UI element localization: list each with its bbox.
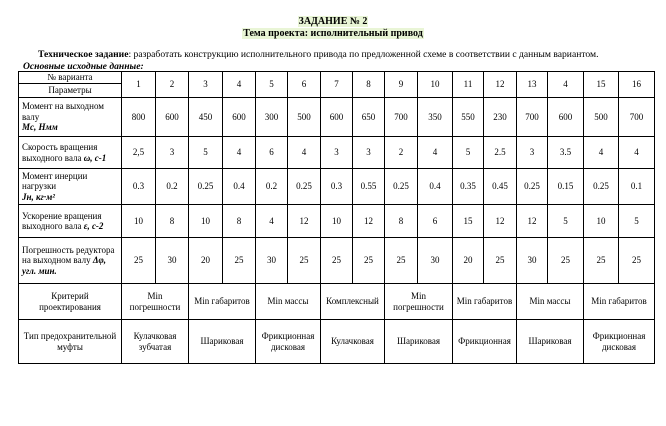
- variant-number: 3: [189, 72, 223, 98]
- value-cell: 3.5: [548, 137, 584, 169]
- param-name: Критерий проектирования: [19, 284, 122, 320]
- value-cell: 30: [418, 238, 453, 284]
- variant-number: 16: [619, 72, 655, 98]
- value-cell: 0.3: [122, 169, 156, 205]
- value-cell: 6: [418, 205, 453, 238]
- value-cell: 25: [288, 238, 321, 284]
- row-output-speed: [19, 137, 655, 169]
- value-cell: 0.25: [584, 169, 619, 205]
- value-cell: 10: [321, 205, 353, 238]
- value-cell: 30: [256, 238, 288, 284]
- value-cell: 0.3: [321, 169, 353, 205]
- value-cell: 2: [385, 137, 418, 169]
- param-name: Момент на выходном валу Mс, Нмм: [19, 98, 122, 137]
- value-cell: 25: [584, 238, 619, 284]
- param-name: Погрешность редуктора на выходном валу Δφ, угл. мин.: [19, 238, 122, 284]
- value-cell: 25: [223, 238, 256, 284]
- coupling-cell: Шариковая: [517, 320, 584, 364]
- value-cell: 10: [122, 205, 156, 238]
- coupling-cell: Фрикционная дисковая: [256, 320, 321, 364]
- criteria-cell: Min погрешности: [385, 284, 453, 320]
- variant-label: № варианта: [19, 72, 122, 84]
- variant-number: 6: [288, 72, 321, 98]
- row-inertia: [19, 169, 655, 205]
- value-cell: 6: [256, 137, 288, 169]
- value-cell: 25: [619, 238, 655, 284]
- value-cell: 0.45: [484, 169, 517, 205]
- value-cell: 4: [288, 137, 321, 169]
- value-cell: 0.25: [517, 169, 548, 205]
- variant-number: 10: [418, 72, 453, 98]
- param-name: Тип предохранительной муфты: [19, 320, 122, 364]
- criteria-cell: Min погрешности: [122, 284, 189, 320]
- value-cell: 600: [321, 98, 353, 137]
- value-cell: 30: [156, 238, 189, 284]
- value-cell: 500: [288, 98, 321, 137]
- criteria-cell: Комплексный: [321, 284, 385, 320]
- row-coupling-type: [19, 320, 655, 364]
- project-topic: Тема проекта: исполнительный привод: [243, 28, 423, 39]
- coupling-cell: Кулачковая: [321, 320, 385, 364]
- value-cell: 25: [353, 238, 385, 284]
- value-cell: 8: [385, 205, 418, 238]
- value-cell: 0.2: [256, 169, 288, 205]
- coupling-cell: Шариковая: [385, 320, 453, 364]
- criteria-cell: Min габаритов: [189, 284, 256, 320]
- row-design-criteria: [19, 284, 655, 320]
- variant-number: 11: [453, 72, 484, 98]
- coupling-cell: Шариковая: [189, 320, 256, 364]
- value-cell: 4: [619, 137, 655, 169]
- value-cell: 3: [517, 137, 548, 169]
- value-cell: 2.5: [484, 137, 517, 169]
- variant-number: 7: [321, 72, 353, 98]
- value-cell: 5: [619, 205, 655, 238]
- value-cell: 25: [548, 238, 584, 284]
- section-subtitle: Основные исходные данные:: [23, 61, 144, 72]
- value-cell: 550: [453, 98, 484, 137]
- param-name: Скорость вращения выходного вала ω, с-1: [19, 137, 122, 169]
- value-cell: 0.55: [353, 169, 385, 205]
- variant-number: 2: [156, 72, 189, 98]
- value-cell: 230: [484, 98, 517, 137]
- params-label: Параметры: [19, 84, 122, 98]
- value-cell: 450: [189, 98, 223, 137]
- value-cell: 0.15: [548, 169, 584, 205]
- value-cell: 12: [353, 205, 385, 238]
- variants-table: [18, 71, 655, 364]
- variant-number: 4: [223, 72, 256, 98]
- value-cell: 800: [122, 98, 156, 137]
- tech-spec-text: Техническое задание: разработать конструкцию исполнительного привода по предложенной схеме в соответствии с данным вариантом.: [38, 49, 599, 60]
- value-cell: 500: [584, 98, 619, 137]
- value-cell: 8: [223, 205, 256, 238]
- value-cell: 0.25: [189, 169, 223, 205]
- value-cell: 0.25: [385, 169, 418, 205]
- value-cell: 20: [453, 238, 484, 284]
- task-title: ЗАДАНИЕ № 2: [298, 16, 368, 27]
- value-cell: 3: [321, 137, 353, 169]
- value-cell: 0.1: [619, 169, 655, 205]
- value-cell: 700: [385, 98, 418, 137]
- value-cell: 5: [548, 205, 584, 238]
- value-cell: 10: [584, 205, 619, 238]
- row-gear-error: [19, 238, 655, 284]
- param-name: Ускорение вращения выходного вала ε, с-2: [19, 205, 122, 238]
- value-cell: 600: [223, 98, 256, 137]
- value-cell: 3: [156, 137, 189, 169]
- value-cell: 12: [288, 205, 321, 238]
- value-cell: 25: [484, 238, 517, 284]
- variant-number: 8: [353, 72, 385, 98]
- value-cell: 700: [619, 98, 655, 137]
- criteria-cell: Min габаритов: [584, 284, 655, 320]
- variant-number: 5: [256, 72, 288, 98]
- param-name: Момент инерции нагрузки Jн, кг·м²: [19, 169, 122, 205]
- value-cell: 5: [453, 137, 484, 169]
- variant-number: 1: [122, 72, 156, 98]
- row-output-torque: [19, 98, 655, 137]
- variant-number: 15: [584, 72, 619, 98]
- value-cell: 0.4: [223, 169, 256, 205]
- value-cell: 30: [517, 238, 548, 284]
- value-cell: 25: [321, 238, 353, 284]
- value-cell: 8: [156, 205, 189, 238]
- value-cell: 0.4: [418, 169, 453, 205]
- value-cell: 4: [418, 137, 453, 169]
- value-cell: 0.35: [453, 169, 484, 205]
- coupling-cell: Кулачковая зубчатая: [122, 320, 189, 364]
- variant-number: 13: [517, 72, 548, 98]
- value-cell: 0.2: [156, 169, 189, 205]
- value-cell: 2,5: [122, 137, 156, 169]
- value-cell: 350: [418, 98, 453, 137]
- value-cell: 600: [156, 98, 189, 137]
- value-cell: 700: [517, 98, 548, 137]
- value-cell: 20: [189, 238, 223, 284]
- value-cell: 3: [353, 137, 385, 169]
- value-cell: 600: [548, 98, 584, 137]
- value-cell: 12: [517, 205, 548, 238]
- variant-number: 4: [548, 72, 584, 98]
- value-cell: 300: [256, 98, 288, 137]
- value-cell: 4: [584, 137, 619, 169]
- value-cell: 0.25: [288, 169, 321, 205]
- value-cell: 4: [256, 205, 288, 238]
- value-cell: 4: [223, 137, 256, 169]
- criteria-cell: Min массы: [256, 284, 321, 320]
- value-cell: 15: [453, 205, 484, 238]
- value-cell: 12: [484, 205, 517, 238]
- value-cell: 25: [122, 238, 156, 284]
- value-cell: 650: [353, 98, 385, 137]
- criteria-cell: Min массы: [517, 284, 584, 320]
- variant-number: 12: [484, 72, 517, 98]
- variant-number: 9: [385, 72, 418, 98]
- value-cell: 10: [189, 205, 223, 238]
- value-cell: 25: [385, 238, 418, 284]
- row-acceleration: [19, 205, 655, 238]
- coupling-cell: Фрикционная: [453, 320, 517, 364]
- coupling-cell: Фрикционная дисковая: [584, 320, 655, 364]
- value-cell: 5: [189, 137, 223, 169]
- criteria-cell: Min габаритов: [453, 284, 517, 320]
